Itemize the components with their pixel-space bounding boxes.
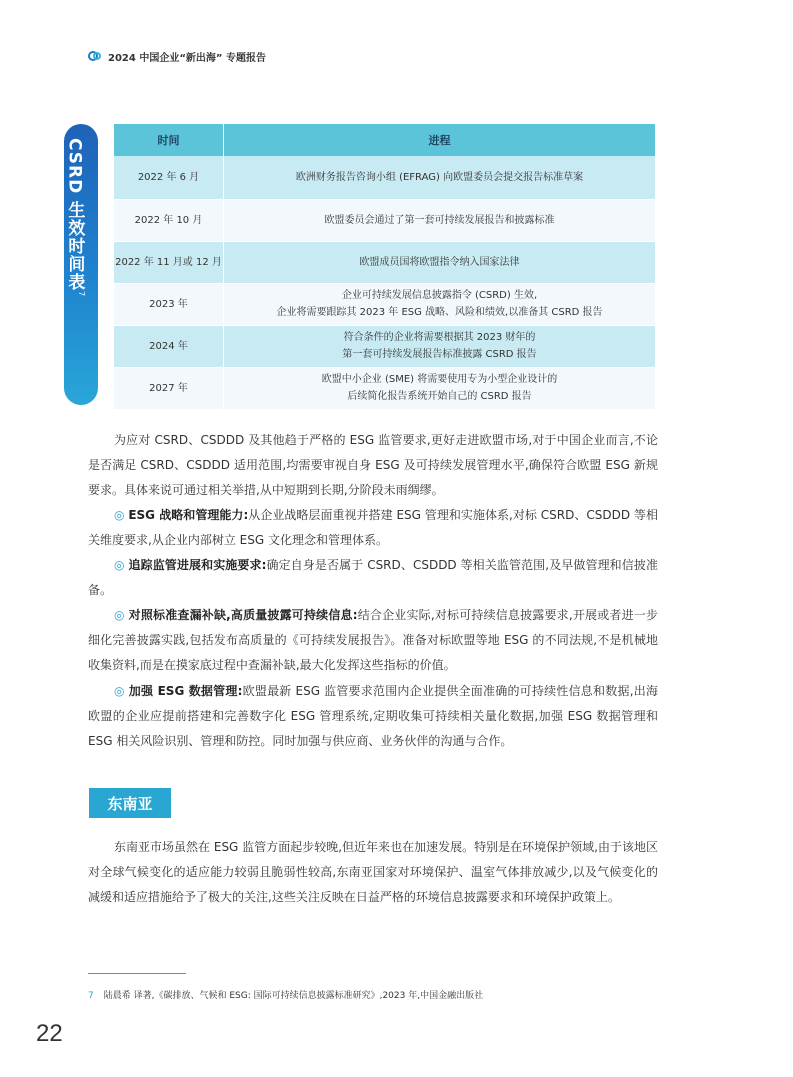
bullet-paragraph	[88, 679, 658, 754]
row-time: 2022 年 11 月或 12 月	[114, 241, 224, 283]
row-time: 2024 年	[114, 325, 224, 367]
table-row	[114, 367, 656, 409]
header-progress: 进程	[224, 124, 656, 156]
row-time: 2027 年	[114, 367, 224, 409]
bullet-text: 欧盟最新 ESG 监管要求范围内企业提供全面准确的可持续性信息和数据,出海欧盟的企业应提前搭建和完善数字化 ESG 管理系统,定期收集可持续相关量化数据,加强 ESG 数据管理和 ESG 相关风险识别、管理和防控。同时加强与供应商、业务伙伴的沟通与合作。	[88, 684, 658, 748]
footnote	[88, 988, 483, 1001]
intro-paragraph: 为应对 CSRD、CSDDD 及其他趋于严格的 ESG 监管要求,更好走进欧盟市场,对于中国企业而言,不论是否满足 CSRD、CSDDD 适用范围,均需要审视自身 ESG 及可持续发展管理水平,确保符合欧盟 ESG 新规要求。具体来说可通过相关举措,从中短期到长期,分阶段未雨绸缪。	[88, 433, 658, 497]
row-progress: 欧洲财务报告咨询小组 (EFRAG) 向欧盟委员会提交报告标准草案	[224, 156, 656, 199]
page-number: 22	[36, 1020, 63, 1047]
bullet-label: 追踪监管进展和实施要求:	[128, 558, 267, 572]
table-header-row	[114, 124, 656, 156]
row-time: 2023 年	[114, 283, 224, 325]
row-progress: 欧盟委员会通过了第一套可持续发展报告和披露标准	[224, 199, 656, 241]
footnote-number: 7	[88, 991, 94, 1001]
bullet-paragraph	[88, 503, 658, 553]
bullet-icon: ◎	[114, 608, 125, 622]
table-row	[114, 199, 656, 241]
row-time: 2022 年 10 月	[114, 199, 224, 241]
footnote-divider	[88, 973, 186, 974]
bullet-paragraph	[88, 603, 658, 678]
bullet-text: 确定自身是否属于 CSRD、CSDDD 等相关监管范围,及早做管理和信披准备。	[88, 558, 658, 597]
row-progress: 企业可持续发展信息披露指令 (CSRD) 生效, 企业将需要跟踪其 2023 年 ESG 战略、风险和绩效,以准备其 CSRD 报告	[224, 283, 656, 325]
header-time: 时间	[114, 124, 224, 156]
side-tab-footnote-ref: 7	[77, 291, 86, 298]
side-tab	[64, 124, 98, 405]
row-progress: 欧盟成员国将欧盟指令纳入国家法律	[224, 241, 656, 283]
table-row	[114, 241, 656, 283]
bullet-icon: ◎	[114, 558, 125, 572]
bullet-label: 对照标准查漏补缺,高质量披露可持续信息:	[128, 608, 358, 622]
row-progress: 欧盟中小企业 (SME) 将需要使用专为小型企业设计的 后续简化报告系统开始自己的 CSRD 报告	[224, 367, 656, 409]
bullet-text: 从企业战略层面重视并搭建 ESG 管理和实施体系,对标 CSRD、CSDDD 等相关维度要求,从企业内部树立 ESG 文化理念和管理体系。	[88, 508, 658, 547]
table-row	[114, 325, 656, 367]
report-logo-icon	[88, 51, 102, 63]
report-title: 2024 中国企业“新出海” 专题报告	[108, 53, 266, 64]
bullet-paragraph	[88, 553, 658, 603]
footnote-text: 陆晨希 译著,《碳排放、气候和 ESG: 国际可持续信息披露标准研究》,2023 年,中国金融出版社	[103, 991, 484, 1001]
bullet-label: 加强 ESG 数据管理:	[128, 684, 243, 698]
bullet-label: ESG 战略和管理能力:	[128, 508, 249, 522]
bullet-icon: ◎	[114, 684, 125, 698]
row-time: 2022 年 6 月	[114, 156, 224, 199]
bullet-text: 结合企业实际,对标可持续信息披露要求,开展或者进一步细化完善披露实践,包括发布高质量的《可持续发展报告》。准备对标欧盟等地 ESG 的不同法规,不是机械地收集资料,而是在摸家底过程中查漏补缺,最大化发挥这些指标的价值。	[88, 608, 658, 672]
table-row	[114, 283, 656, 325]
row-progress: 符合条件的企业将需要根据其 2023 财年的 第一套可持续发展报告标准披露 CSRD 报告	[224, 325, 656, 367]
section-heading-southeast-asia: 东南亚	[89, 788, 171, 818]
bullet-icon: ◎	[114, 508, 125, 522]
csrd-timeline-table	[114, 124, 656, 410]
side-tab-title: CSRD 生效时间表$^7$	[64, 138, 86, 298]
page-header	[88, 49, 266, 64]
table-row	[114, 156, 656, 199]
section-paragraph: 东南亚市场虽然在 ESG 监管方面起步较晚,但近年来也在加速发展。特别是在环境保护领域,由于该地区对全球气候变化的适应能力较弱且脆弱性较高,东南亚国家对环境保护、温室气体排放减少,以及气候变化的减缓和适应措施给予了极大的关注,这些关注反映在日益严格的环境信息披露要求和环境保护政策上。	[88, 840, 658, 904]
